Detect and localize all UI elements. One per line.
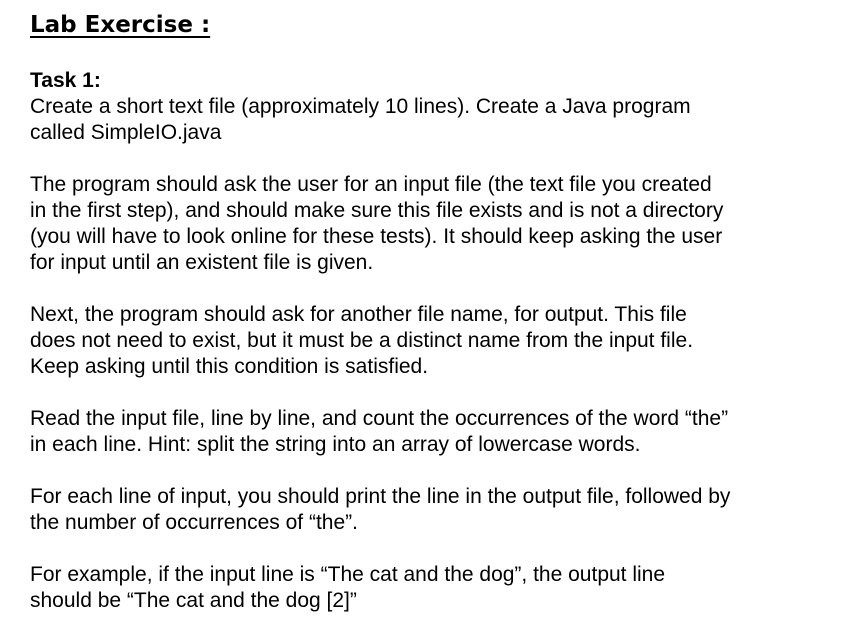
paragraph-create-file — [30, 94, 830, 146]
text-line: in each line. Hint: split the string into an array of lowercase words. — [30, 433, 641, 456]
paragraph-spacer — [30, 458, 830, 484]
paragraph-spacer — [30, 536, 830, 562]
text-line: called SimpleIO.java — [30, 121, 222, 144]
text-line: should be “The cat and the dog [2]” — [30, 589, 357, 612]
text-line: For example, if the input line is “The cat and the dog”, the output line — [30, 563, 666, 586]
text-line: the number of occurrences of “the”. — [30, 511, 358, 534]
paragraph-example — [30, 562, 830, 614]
paragraph-spacer — [30, 380, 830, 406]
text-line: The program should ask the user for an input file (the text file you created — [30, 173, 712, 196]
paragraph-spacer — [30, 276, 830, 302]
paragraph-count-words — [30, 406, 830, 458]
paragraph-input-file — [30, 172, 830, 276]
text-line: for input until an existent file is given. — [30, 251, 374, 274]
text-line: (you will have to look online for these tests). It should keep asking the user — [30, 225, 723, 248]
text-line: Keep asking until this condition is satisfied. — [30, 355, 429, 378]
text-line: Read the input file, line by line, and count the occurrences of the word “the” — [30, 407, 729, 430]
paragraph-print-output — [30, 484, 830, 536]
lab-exercise-heading: Lab Exercise : — [30, 12, 211, 38]
text-line: Create a short text file (approximately 10 lines). Create a Java program — [30, 95, 691, 118]
text-line: Next, the program should ask for another file name, for output. This file — [30, 303, 687, 326]
paragraph-output-file — [30, 302, 830, 380]
text-line: in the first step), and should make sure this file exists and is not a directory — [30, 199, 724, 222]
task-title: Task 1: — [30, 69, 101, 92]
text-line: For each line of input, you should print the line in the output file, followed by — [30, 485, 731, 508]
text-line: does not need to exist, but it must be a distinct name from the input file. — [30, 329, 694, 352]
paragraph-spacer — [30, 146, 830, 172]
task-body — [30, 68, 830, 614]
